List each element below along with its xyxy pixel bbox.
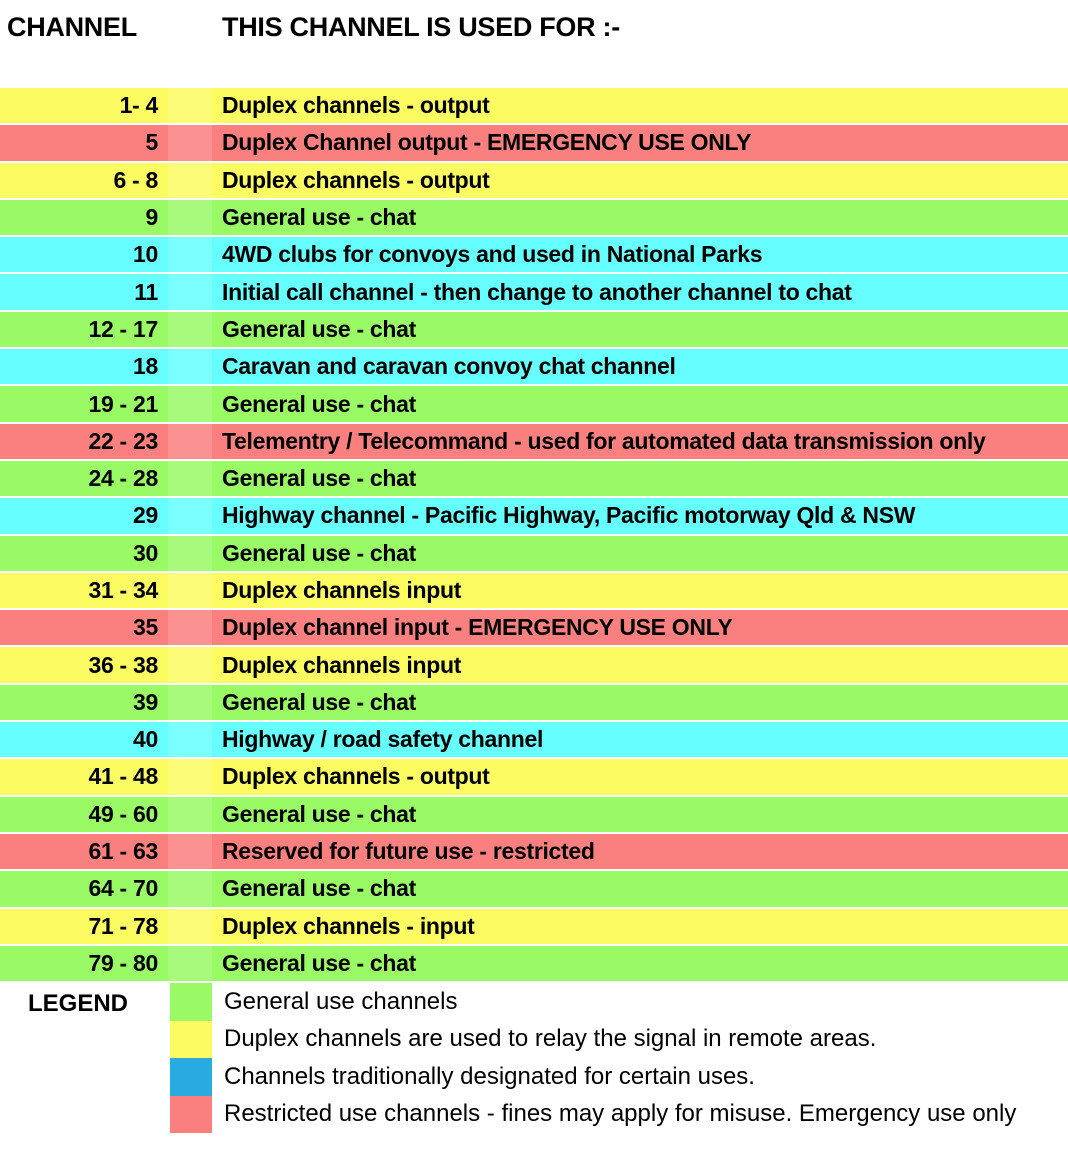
channel-range: 39 [133, 688, 158, 715]
channel-use: General use - chat [222, 800, 417, 827]
table-header [0, 0, 1068, 88]
column-divider-band [168, 498, 212, 533]
table-row [0, 424, 1068, 459]
channel-use: General use - chat [222, 315, 417, 342]
legend-title: LEGEND [28, 990, 129, 1018]
column-divider-band [168, 88, 212, 123]
legend-item [0, 1096, 1068, 1134]
channel-use: Highway channel - Pacific Highway, Pacific motorway Qld & NSW [222, 502, 916, 529]
legend-label: General use channels [224, 987, 458, 1015]
column-divider-band [168, 759, 212, 794]
channel-range: 79 - 80 [88, 949, 158, 976]
channel-use: Reserved for future use - restricted [222, 838, 595, 865]
channel-use: Duplex channels input [222, 577, 462, 603]
channel-range: 11 [134, 278, 158, 305]
channel-range: 6 - 8 [113, 166, 158, 193]
table-row [0, 312, 1068, 347]
legend-item [0, 1058, 1068, 1096]
channel-use: General use - chat [222, 465, 417, 492]
channel-range: 5 [145, 129, 158, 156]
table-row [0, 274, 1068, 309]
table-row [0, 536, 1068, 571]
column-divider-band [168, 573, 212, 608]
column-divider-band [168, 834, 212, 869]
column-divider-band [168, 722, 212, 757]
channel-range: 64 - 70 [88, 875, 158, 902]
channel-range: 18 [133, 353, 158, 380]
channel-use: Highway / road safety channel [222, 726, 544, 753]
table-row [0, 610, 1068, 645]
channel-range: 35 [133, 614, 158, 641]
table-row [0, 797, 1068, 832]
table-row [0, 498, 1068, 533]
channel-range: 49 - 60 [88, 800, 158, 827]
channel-use: Duplex channels - output [222, 763, 490, 790]
column-divider-band [168, 237, 212, 272]
table-row [0, 125, 1068, 160]
channel-range: 36 - 38 [88, 651, 158, 678]
column-divider-band [168, 200, 212, 235]
channel-table [0, 88, 1068, 981]
table-row [0, 722, 1068, 757]
channel-use: General use - chat [222, 390, 417, 417]
column-divider-band [168, 349, 212, 384]
channel-range: 12 - 17 [88, 315, 158, 342]
channel-use: Duplex channel input - EMERGENCY USE ONLY [222, 614, 733, 641]
table-row [0, 647, 1068, 682]
column-divider-band [168, 461, 212, 496]
table-row [0, 200, 1068, 235]
column-divider-band [168, 536, 212, 571]
channel-use: General use - chat [222, 539, 417, 566]
channel-use: General use - chat [222, 875, 417, 902]
channel-range: 1- 4 [119, 92, 158, 119]
channel-use: General use - chat [222, 949, 417, 976]
channel-use: Duplex Channel output - EMERGENCY USE ONLY [222, 129, 752, 156]
column-divider-band [168, 163, 212, 198]
table-row [0, 909, 1068, 944]
table-row [0, 386, 1068, 421]
table-row [0, 237, 1068, 272]
table-row [0, 88, 1068, 123]
legend-color-swatch [170, 1021, 212, 1059]
channel-range: 10 [133, 241, 158, 268]
channel-use: 4WD clubs for convoys and used in National Parks [222, 241, 763, 268]
column-divider-band [168, 312, 212, 347]
table-row [0, 946, 1068, 981]
table-row [0, 834, 1068, 869]
column-divider-band [168, 424, 212, 459]
column-divider-band [168, 386, 212, 421]
table-row [0, 685, 1068, 720]
legend-label: Restricted use channels - fines may apply for misuse. Emergency use only [224, 1100, 1017, 1128]
channel-use: Telementry / Telecommand - used for automated data transmission only [222, 427, 986, 454]
column-divider-band [168, 685, 212, 720]
header-channel-label: CHANNEL [7, 12, 137, 42]
legend-item [0, 983, 1068, 1021]
table-row [0, 461, 1068, 496]
channel-use: General use - chat [222, 204, 417, 231]
table-row [0, 349, 1068, 384]
channel-range: 24 - 28 [88, 465, 158, 492]
channel-range: 22 - 23 [88, 427, 158, 454]
channel-use: Duplex channels - output [222, 92, 490, 119]
table-row [0, 573, 1068, 608]
column-divider-band [168, 274, 212, 309]
column-divider-band [168, 647, 212, 682]
legend-item [0, 1021, 1068, 1059]
column-divider-band [168, 871, 212, 906]
channel-range: 29 [133, 502, 158, 529]
header-usage-label: THIS CHANNEL IS USED FOR :- [222, 12, 620, 42]
channel-range: 71 - 78 [88, 912, 158, 939]
column-divider-band [168, 797, 212, 832]
table-row [0, 759, 1068, 794]
channel-use: Caravan and caravan convoy chat channel [222, 353, 676, 380]
table-row [0, 163, 1068, 198]
channel-use: General use - chat [222, 688, 417, 715]
channel-use: Duplex channels - output [222, 166, 490, 193]
channel-range: 61 - 63 [88, 838, 158, 865]
legend-color-swatch [170, 1096, 212, 1134]
legend-color-swatch [170, 1058, 212, 1096]
table-row [0, 871, 1068, 906]
channel-range: 40 [133, 726, 158, 753]
column-divider-band [168, 909, 212, 944]
column-divider-band [168, 610, 212, 645]
channel-use: Initial call channel - then change to another channel to chat [222, 278, 852, 305]
legend-items [0, 983, 1068, 1133]
channel-range: 9 [145, 204, 158, 231]
channel-range: 31 - 34 [88, 577, 158, 603]
legend-label: Duplex channels are used to relay the signal in remote areas. [224, 1025, 877, 1053]
channel-range: 41 - 48 [88, 763, 158, 790]
legend [0, 983, 1068, 1133]
channel-range: 19 - 21 [88, 390, 158, 417]
channel-use: Duplex channels - input [222, 912, 475, 939]
column-divider-band [168, 946, 212, 981]
channel-range: 30 [133, 539, 158, 566]
column-divider-band [168, 125, 212, 160]
legend-label: Channels traditionally designated for certain uses. [224, 1062, 755, 1090]
legend-color-swatch [170, 983, 212, 1021]
channel-use: Duplex channels input [222, 651, 462, 678]
